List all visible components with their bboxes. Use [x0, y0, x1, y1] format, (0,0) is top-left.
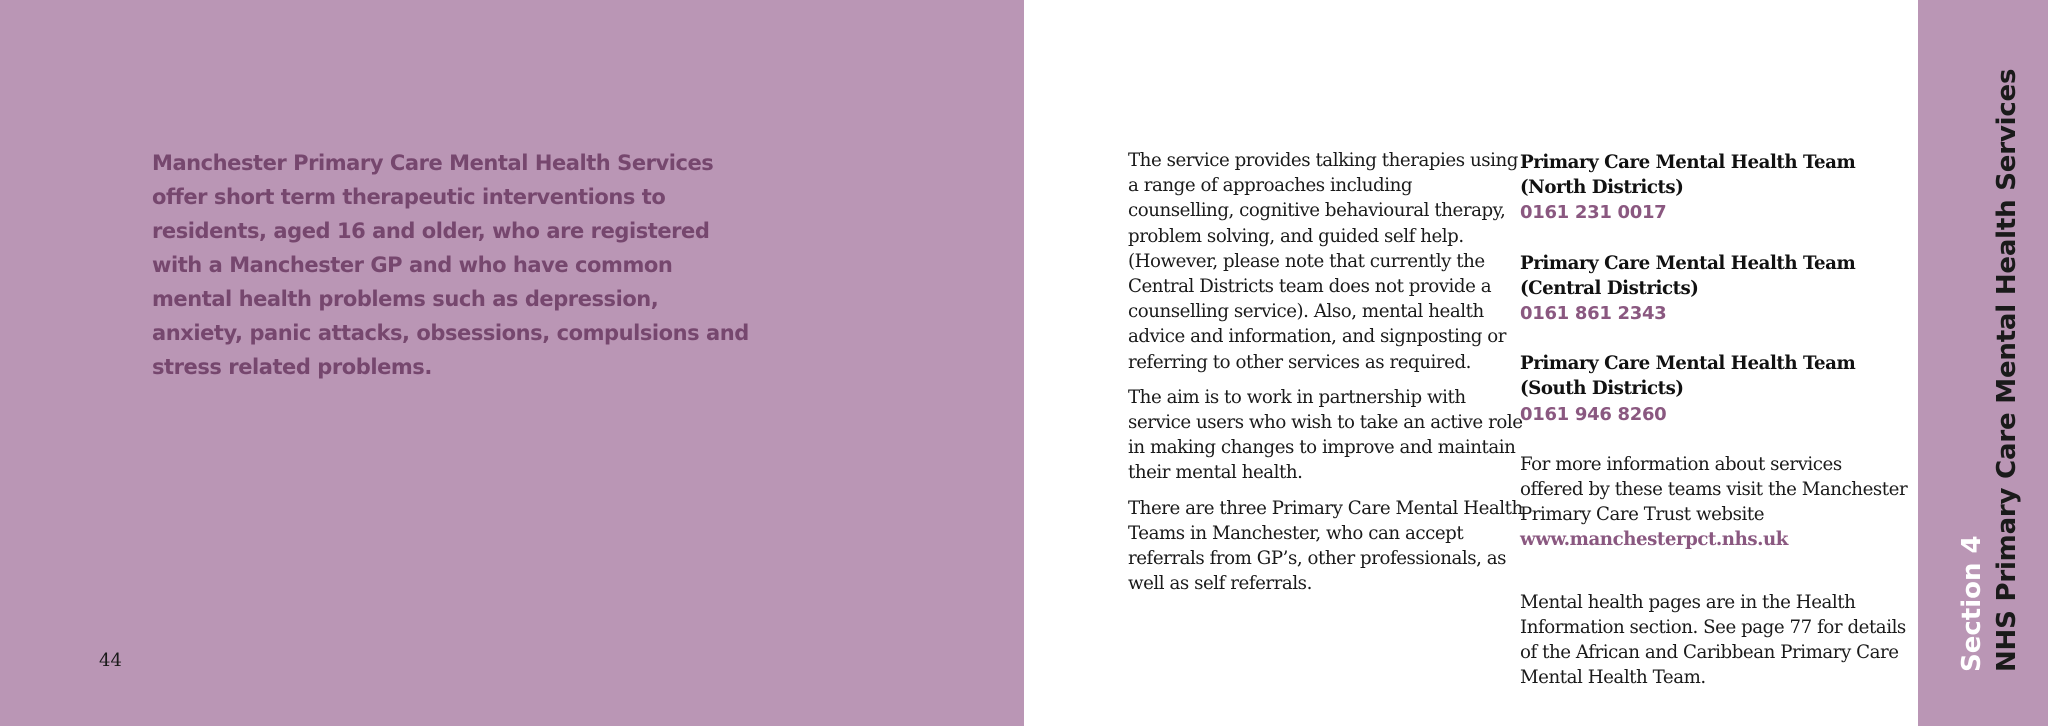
- more-info-text: For more information about services offered by these teams visit the Manchester Primary Care Trust website: [1520, 453, 1908, 526]
- team-south: [1520, 351, 1910, 427]
- team-central: [1520, 251, 1910, 327]
- section-tab-text: [1954, 69, 2024, 672]
- intro-paragraph: Manchester Primary Care Mental Health Services offer short term therapeutic interventions to residents, aged 16 and older, who are registered with a Manchester GP and who have common mental health problems such as depression, anxiety, panic attacks, obsessions, compulsions and stress related problems.: [152, 151, 749, 379]
- page-number: 44: [99, 650, 122, 671]
- team-phone: 0161 861 2343: [1520, 303, 1667, 325]
- team-north: [1520, 150, 1910, 226]
- team-name: Primary Care Mental Health Team (Central Districts): [1520, 252, 1856, 299]
- section-title: NHS Primary Care Mental Health Services: [1992, 68, 2022, 672]
- left-page: [0, 0, 1024, 726]
- services-paragraph: The service provides talking therapies using a range of approaches including counselling, cognitive behavioural therapy, problem solving, and guided self help. (However, please note that currently the Central Districts team does not provide a counselling service). Also, mental health advice and information, and signposting or referring to other services as required.: [1128, 150, 1518, 373]
- team-name: Primary Care Mental Health Team (South Districts): [1520, 353, 1856, 400]
- website-link[interactable]: www.manchesterpct.nhs.uk: [1520, 529, 1788, 551]
- more-info-paragraph: [1520, 452, 1910, 553]
- section-label: Section 4: [1957, 535, 1987, 672]
- right-page: [1024, 0, 1918, 726]
- teams-paragraph: There are three Primary Care Mental Health Teams in Manchester, who can accept referrals from GP’s, other professionals, as well as self referrals.: [1128, 497, 1523, 595]
- aim-paragraph: The aim is to work in partnership with service users who wish to take an active role in making changes to improve and maintain their mental health.: [1128, 386, 1523, 484]
- description-column: [1128, 148, 1523, 606]
- team-name: Primary Care Mental Health Team (North Districts): [1520, 152, 1856, 199]
- team-phone: 0161 946 8260: [1520, 403, 1667, 425]
- contacts-column: [1520, 150, 1910, 727]
- health-pages-note: Mental health pages are in the Health Information section. See page 77 for details of the African and Caribbean Primary Care Mental Health Team.: [1520, 591, 1906, 689]
- section-tab: [1918, 0, 2048, 726]
- team-phone: 0161 231 0017: [1520, 202, 1667, 224]
